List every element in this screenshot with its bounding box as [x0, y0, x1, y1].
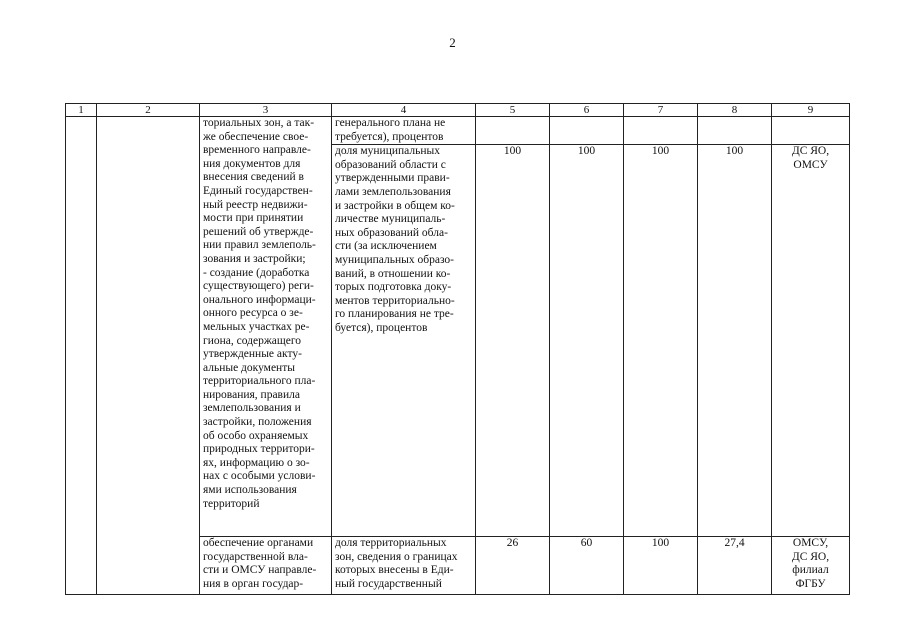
cell-value-year2: 60	[550, 537, 624, 595]
cell-indicator: генерального плана не требуется), процентов	[332, 117, 476, 145]
col-header-7: 7	[624, 104, 698, 117]
cell-responsible	[772, 117, 850, 145]
cell-value-year3	[624, 117, 698, 145]
cell-value-year4	[698, 117, 772, 145]
cell-activity: ториальных зон, а так- же обеспечение свое- временного направле- ния документов для внесения сведений в Единый государствен- ный реестр недвижи- мости при принятии решений об утвержде- нии правил землеполь- зования и застройки; - создание (доработка существующего) реги- онального информаци- онного ресурса о зе- мельных участках ре- гиона, содержащего утвержденные акту- альные документы территориального пла- нирования, правила землепользования и застройки, положения об особо охраняемых природных территори- ях, информацию о зо- нах с особыми услови- ями использования территорий	[200, 117, 332, 537]
cell-value-year4: 100	[698, 145, 772, 537]
col-header-5: 5	[476, 104, 550, 117]
col-header-6: 6	[550, 104, 624, 117]
cell-indicator: доля муниципальных образований области с утвержденными прави- лами землепользования и застройки в общем ко- личестве муниципаль- ных образований обла- сти (за исключением муниципальных образо- ваний, в отношении ко- торых подготовка доку- ментов территориально- го планирования не тре- буется), процентов	[332, 145, 476, 537]
cell-value-year2	[550, 117, 624, 145]
table-header-row	[66, 104, 850, 117]
col-header-9: 9	[772, 104, 850, 117]
col-header-3: 3	[200, 104, 332, 117]
cell-value-year3: 100	[624, 145, 698, 537]
cell-value-year1: 26	[476, 537, 550, 595]
cell-responsible: ОМСУ, ДС ЯО, филиал ФГБУ	[772, 537, 850, 595]
page-number: 2	[449, 35, 456, 50]
cell-value-year2: 100	[550, 145, 624, 537]
col-header-1: 1	[66, 104, 97, 117]
document-table	[65, 103, 850, 595]
cell-responsible: ДС ЯО, ОМСУ	[772, 145, 850, 537]
cell-indicator: доля территориальных зон, сведения о границах которых внесены в Еди- ный государственный	[332, 537, 476, 595]
col-header-2: 2	[97, 104, 200, 117]
table-row	[66, 117, 850, 145]
col-header-8: 8	[698, 104, 772, 117]
col-header-4: 4	[332, 104, 476, 117]
cell-value-year3: 100	[624, 537, 698, 595]
cell-value-year4: 27,4	[698, 537, 772, 595]
cell-value-year1: 100	[476, 145, 550, 537]
cell-task	[97, 117, 200, 595]
cell-number	[66, 117, 97, 595]
cell-value-year1	[476, 117, 550, 145]
cell-activity: обеспечение органами государственной вла- сти и ОМСУ направле- ния в орган государ-	[200, 537, 332, 595]
